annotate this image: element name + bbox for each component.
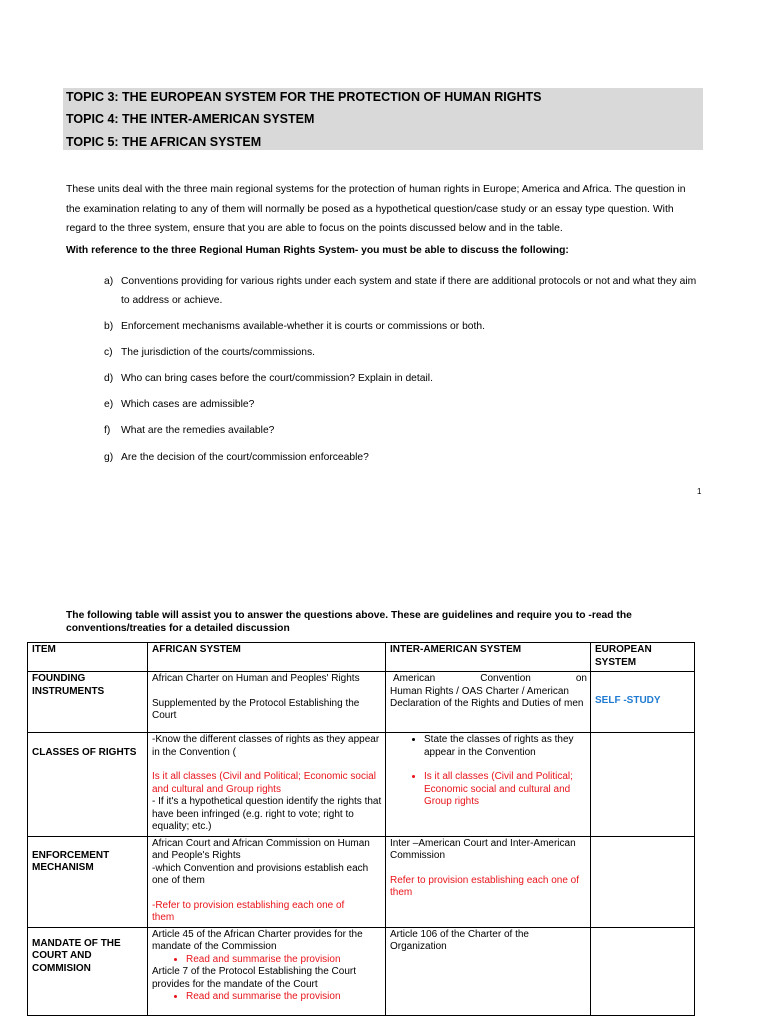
row-label: ENFORCEMENT MECHANISM <box>28 836 148 927</box>
header-european: EUROPEAN SYSTEM <box>591 643 695 672</box>
cell-african <box>148 672 386 733</box>
cell-text: Article 106 of the Charter of the Organization <box>390 928 529 952</box>
cell-text: Refer to provision establishing each one of them <box>390 874 580 898</box>
page-number: 1 <box>697 487 702 496</box>
reference-line: With reference to the three Regional Human Rights System- you must be able to discuss the following: <box>66 245 569 256</box>
topics-header <box>63 88 703 150</box>
topic-5-heading: TOPIC 5: THE AFRICAN SYSTEM <box>66 135 262 149</box>
cell-text: African Charter on Human and Peoples' Rights <box>152 673 360 684</box>
cell-text: Is it all classes (Civil and Political; Economic social and cultural and Group rights <box>152 771 376 795</box>
cell-european <box>591 672 695 733</box>
header-african: AFRICAN SYSTEM <box>148 643 386 672</box>
row-label: MANDATE OF THE COURT AND COMMISION <box>28 927 148 1015</box>
list-text: Who can bring cases before the court/commission? Explain in detail. <box>121 373 433 384</box>
topic-3-heading: TOPIC 3: THE EUROPEAN SYSTEM FOR THE PROTECTION OF HUMAN RIGHTS <box>66 90 542 104</box>
row-label: FOUNDING INSTRUMENTS <box>28 672 148 733</box>
table-row-enforcement <box>28 836 695 927</box>
cell-text: Article 45 of the African Charter provides for the mandate of the Commission <box>152 928 363 952</box>
cell-text: Supplemented by the Protocol Establishing the Court <box>152 697 360 721</box>
list-text: Enforcement mechanisms available-whether it is courts or commissions or both. <box>121 321 485 332</box>
table-header-row <box>28 643 695 672</box>
cell-text: American Convention on <box>393 673 587 684</box>
cell-text: -Refer to provision establishing each one of them <box>152 899 345 923</box>
list-marker: e) <box>104 399 114 410</box>
cell-text: Human Rights / OAS Charter / American Declaration of the Rights and Duties of men <box>390 685 584 709</box>
cell-text: African Court and African Commission on Human and People's Rights <box>152 837 370 861</box>
header-item: ITEM <box>28 643 148 672</box>
comparison-table <box>27 642 695 1016</box>
cell-european <box>591 927 695 1015</box>
table-row-founding <box>28 672 695 733</box>
cell-text: Inter –American Court and Inter-American Commission <box>390 837 576 861</box>
list-text: What are the remedies available? <box>121 425 275 436</box>
list-marker: f) <box>104 425 111 436</box>
cell-text: -which Convention and provisions establish each one of them <box>152 862 369 886</box>
cell-inter-american <box>386 927 591 1015</box>
bullet-item: • Is it all classes (Civil and Political; Economic social and cultural and Group rights <box>424 771 587 809</box>
list-marker: g) <box>104 452 114 463</box>
list-text: Are the decision of the court/commission enforceable? <box>121 452 369 463</box>
list-marker: b) <box>104 321 114 332</box>
table-row-classes <box>28 733 695 837</box>
topic-4-heading: TOPIC 4: THE INTER-AMERICAN SYSTEM <box>66 112 315 126</box>
cell-inter-american <box>386 836 591 927</box>
bullet-list <box>152 954 382 967</box>
bullet-item: • Read and summarise the provision <box>186 991 382 1004</box>
cell-european <box>591 733 695 837</box>
bullet-list <box>152 991 382 1004</box>
list-text: Which cases are admissible? <box>121 399 255 410</box>
cell-text: -Know the different classes of rights as they appear in the Convention ( <box>152 734 380 758</box>
row-label: CLASSES OF RIGHTS <box>28 733 148 837</box>
intro-paragraph: These units deal with the three main regional systems for the protection of human rights in Europe; America and Africa. The question in the examination relating to any of them will normally be posed as a hypothetical question/case study or an essay type question. With regard to the three system, ensure that you are able to focus on the points discussed below and in the table. <box>66 184 686 234</box>
bullet-item: • State the classes of rights as they appear in the Convention <box>424 734 587 759</box>
list-marker: c) <box>104 347 113 358</box>
header-inter-american: INTER-AMERICAN SYSTEM <box>386 643 591 672</box>
cell-inter-american <box>386 672 591 733</box>
list-marker: d) <box>104 373 114 384</box>
cell-inter-american <box>386 733 591 837</box>
cell-european <box>591 836 695 927</box>
list-text: Conventions providing for various rights under each system and state if there are additional protocols or not and what they aim to address or achieve. <box>121 276 697 306</box>
list-marker: a) <box>104 276 114 287</box>
cell-african <box>148 836 386 927</box>
bullet-list <box>390 734 587 809</box>
bullet-item: • Read and summarise the provision <box>186 954 382 967</box>
list-text: The jurisdiction of the courts/commissions. <box>121 347 315 358</box>
cell-text: - If it's a hypothetical question identify the rights that have been infringed (e.g. right to vote; right to equality; etc.) <box>152 796 382 832</box>
table-row-mandate <box>28 927 695 1015</box>
cell-african <box>148 733 386 837</box>
table-intro: The following table will assist you to answer the questions above. These are guidelines and require you to -read the conventions/treaties for a detailed discussion <box>66 610 632 634</box>
cell-text: Article 7 of the Protocol Establishing the Court provides for the mandate of the Court <box>152 966 356 990</box>
cell-african <box>148 927 386 1015</box>
self-study-label: SELF -STUDY <box>595 695 661 707</box>
